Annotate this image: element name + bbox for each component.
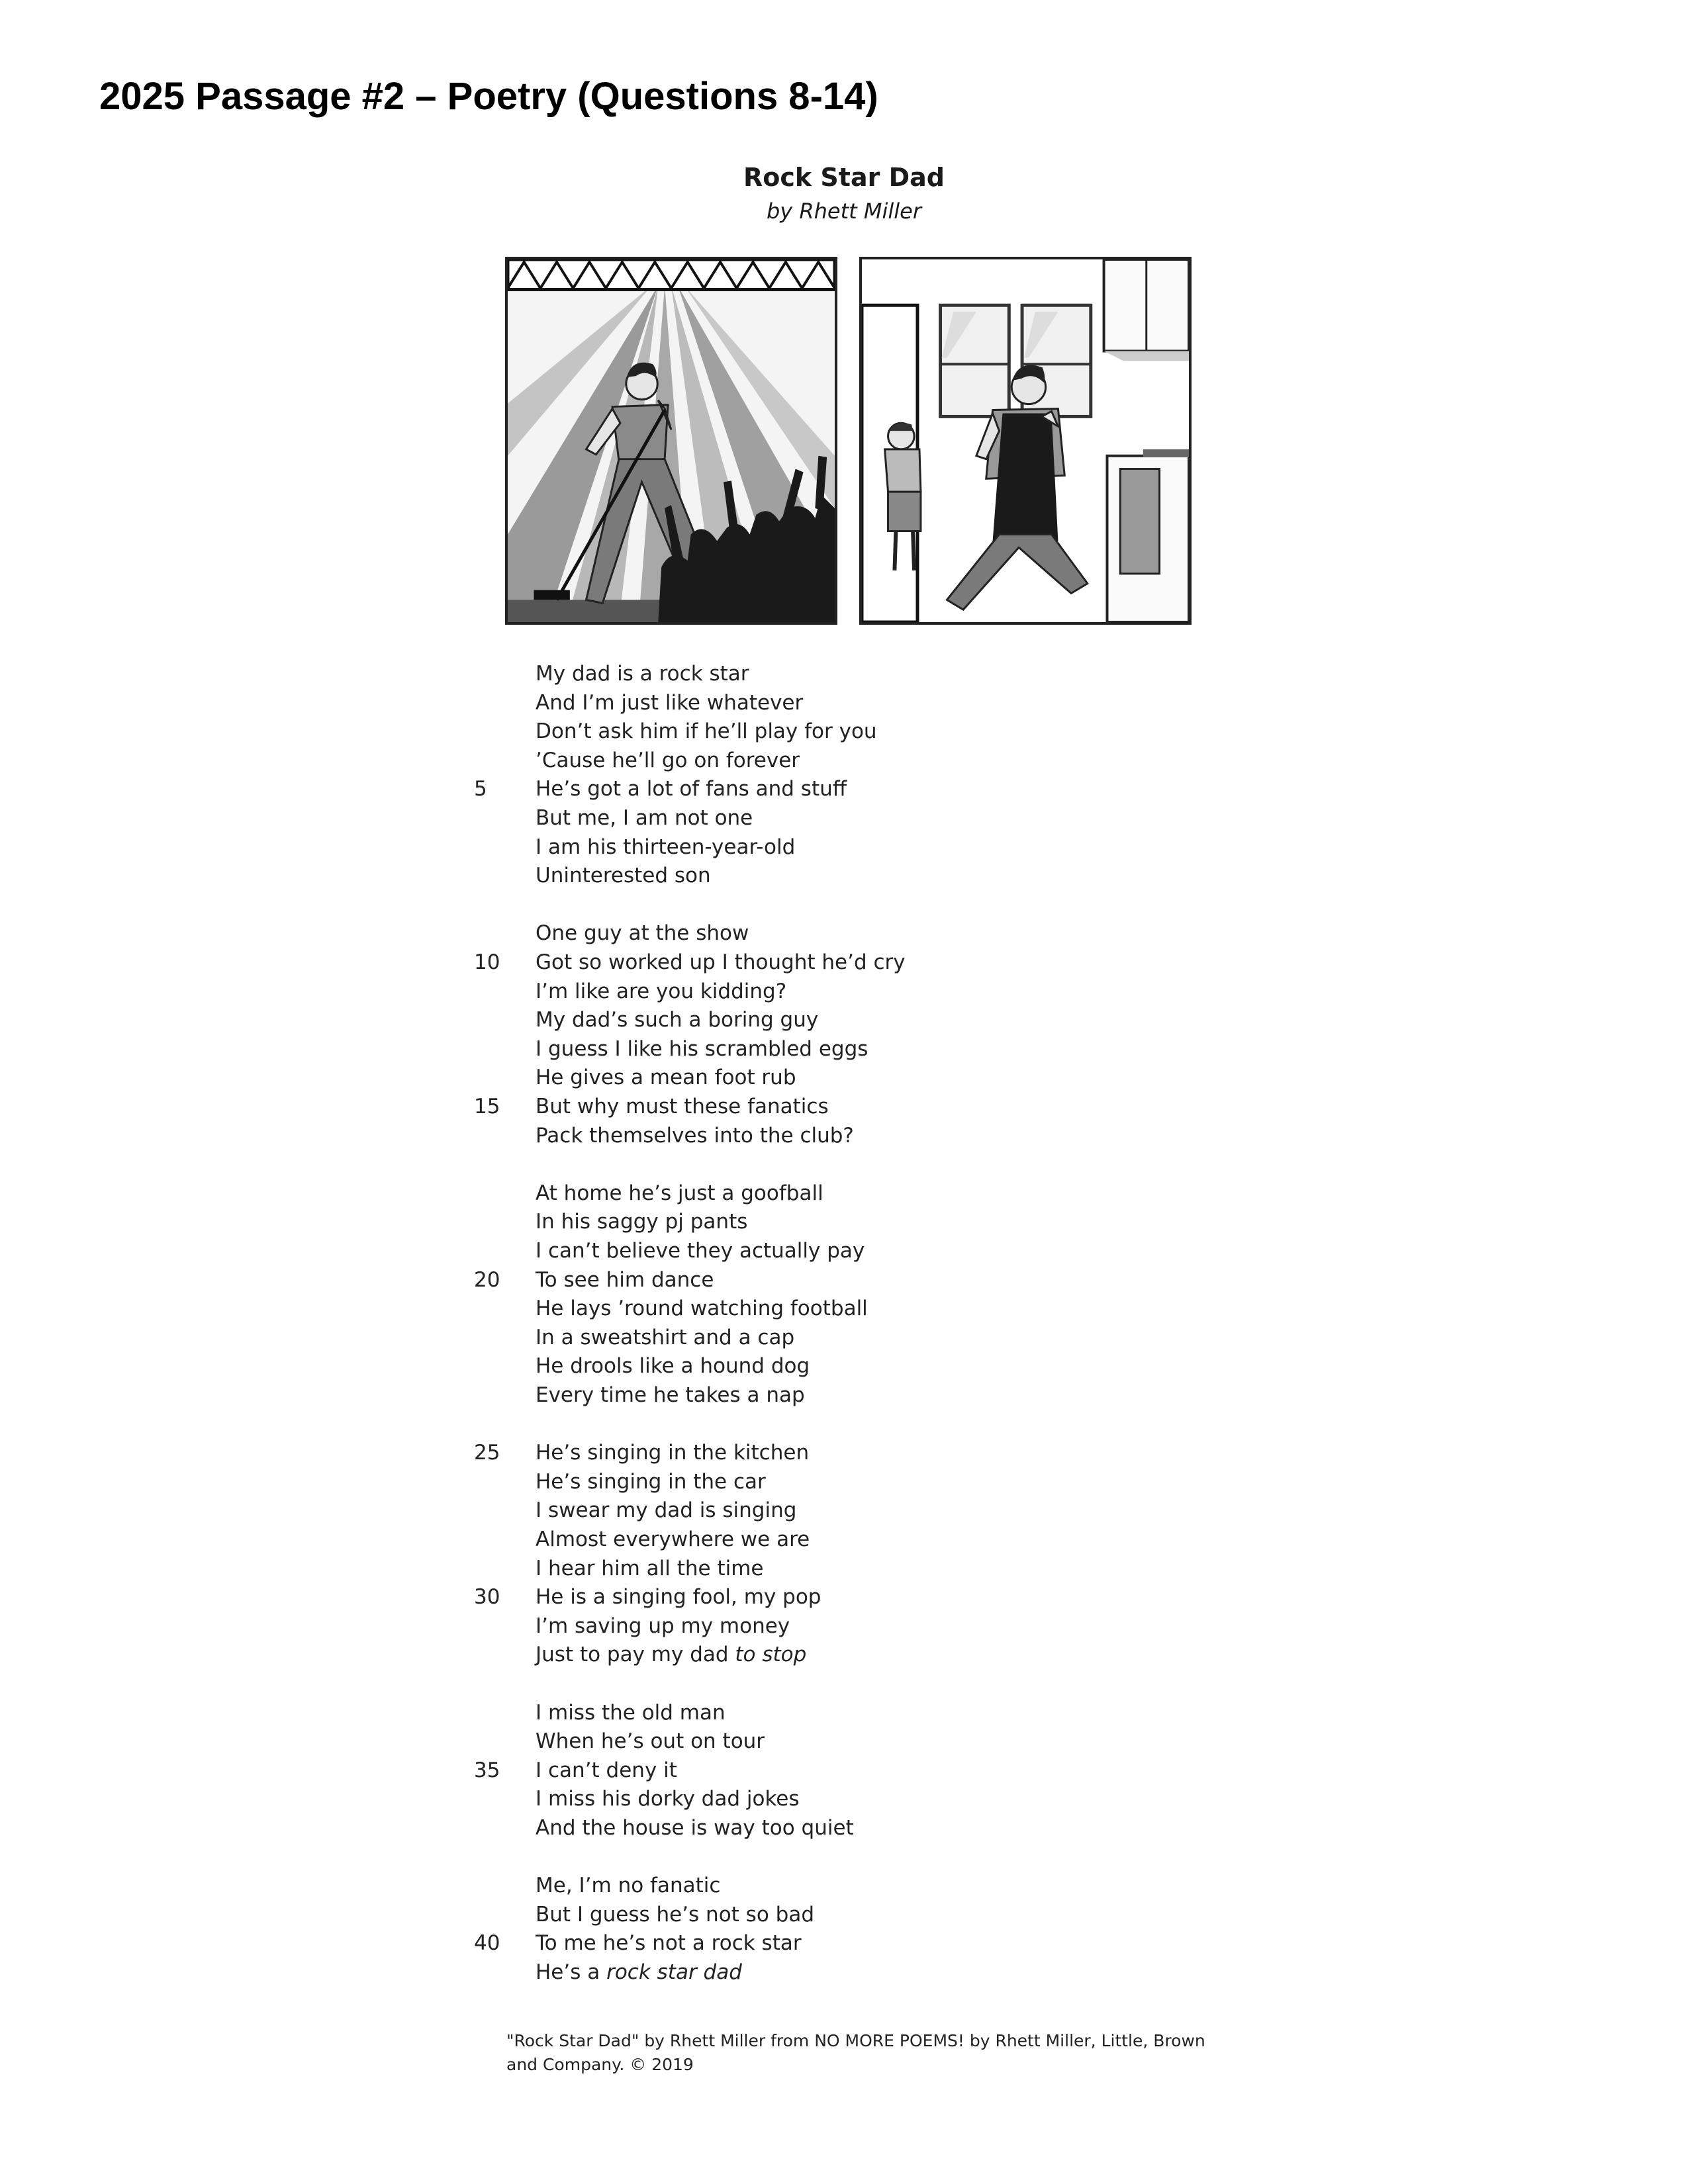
poem-line xyxy=(0,1121,1688,1150)
line-number: 5 xyxy=(474,777,487,801)
line-text-plain: But why must these fanatics xyxy=(536,1095,829,1118)
line-text-plain: And the house is way too quiet xyxy=(536,1816,854,1840)
poem-credit: "Rock Star Dad" by Rhett Miller from NO MORE POEMS! by Rhett Miller, Little, Brown and Company. © 2019 xyxy=(506,2031,1205,2074)
passage-header: 2025 Passage #2 – Poetry (Questions 8-14) xyxy=(99,75,878,118)
line-text-plain: He drools like a hound dog xyxy=(536,1354,810,1379)
poem-line xyxy=(0,1496,1688,1525)
line-text-plain: Uninterested son xyxy=(536,864,711,888)
line-text xyxy=(536,1958,742,1987)
line-text-plain: Just to pay my dad xyxy=(536,1643,735,1667)
line-text xyxy=(536,1207,747,1236)
poem-line xyxy=(0,717,1688,746)
poem-line xyxy=(0,1727,1688,1756)
line-text-plain: At home he’s just a goofball xyxy=(536,1181,823,1205)
line-text xyxy=(536,1784,800,1813)
poem-line xyxy=(0,977,1688,1006)
line-text xyxy=(536,1236,865,1265)
line-text xyxy=(536,1871,720,1900)
line-text-plain: In a sweatshirt and a cap xyxy=(536,1325,795,1349)
line-number: 30 xyxy=(474,1585,500,1610)
stage-illustration xyxy=(505,257,837,625)
line-text xyxy=(536,1438,809,1467)
line-text xyxy=(536,1496,796,1525)
poem-line xyxy=(0,803,1688,833)
line-text-plain: I’m saving up my money xyxy=(536,1614,790,1638)
line-text-plain: I miss his dorky dad jokes xyxy=(536,1787,800,1811)
line-text xyxy=(536,1612,790,1641)
poem-line xyxy=(0,948,1688,977)
poem-line xyxy=(0,746,1688,775)
poem-line xyxy=(0,1698,1688,1727)
poem-line xyxy=(0,1640,1688,1669)
poem-line xyxy=(0,1063,1688,1092)
line-text xyxy=(536,1381,805,1410)
line-text xyxy=(536,1698,726,1727)
line-text-plain: My dad is a rock star xyxy=(536,662,749,686)
line-text-plain: One guy at the show xyxy=(536,921,749,946)
line-number: 35 xyxy=(474,1758,500,1782)
poem-line xyxy=(0,1207,1688,1236)
line-text xyxy=(536,977,786,1006)
line-text xyxy=(536,1121,854,1150)
line-text-italic: to stop xyxy=(735,1643,807,1667)
line-text-plain: My dad’s such a boring guy xyxy=(536,1008,819,1032)
line-text xyxy=(536,861,711,890)
line-text-plain: To see him dance xyxy=(536,1267,714,1292)
line-text xyxy=(536,659,749,688)
poem-line xyxy=(0,833,1688,862)
line-text xyxy=(536,1294,868,1323)
line-number: 25 xyxy=(474,1441,500,1465)
line-text xyxy=(536,1092,829,1121)
line-text xyxy=(536,803,753,833)
poem-line xyxy=(0,1525,1688,1554)
poem-line xyxy=(0,659,1688,688)
line-text xyxy=(536,833,795,862)
poem-line xyxy=(0,1236,1688,1265)
line-text xyxy=(536,1640,806,1669)
line-text-plain: I can’t believe they actually pay xyxy=(536,1239,865,1263)
poem-line xyxy=(0,1582,1688,1612)
line-text xyxy=(536,1265,714,1295)
poem-line xyxy=(0,1813,1688,1843)
line-text xyxy=(536,1063,796,1092)
line-text-plain: But me, I am not one xyxy=(536,806,753,830)
line-text-plain: Every time he takes a nap xyxy=(536,1383,805,1407)
kitchen-illustration xyxy=(859,257,1192,625)
poem-line xyxy=(0,1381,1688,1410)
line-number: 15 xyxy=(474,1095,500,1118)
line-text xyxy=(536,1554,763,1583)
line-text-plain: He lays ’round watching football xyxy=(536,1297,868,1321)
line-text-plain: In his saggy pj pants xyxy=(536,1210,748,1234)
line-text xyxy=(536,1756,677,1785)
line-text xyxy=(536,1179,823,1208)
poem-line xyxy=(0,1323,1688,1352)
poem-line xyxy=(0,688,1688,717)
line-text-plain: When he’s out on tour xyxy=(536,1729,765,1754)
line-text xyxy=(536,948,906,977)
poem-line xyxy=(0,1900,1688,1929)
line-text xyxy=(536,1034,868,1064)
line-text-plain: Don’t ask him if he’ll play for you xyxy=(536,719,877,744)
line-text-plain: He’s singing in the car xyxy=(536,1469,766,1494)
poem-line xyxy=(0,1294,1688,1323)
line-text-plain: To me he’s not a rock star xyxy=(536,1931,802,1956)
poem-title: Rock Star Dad xyxy=(743,163,945,192)
line-text-plain: I guess I like his scrambled eggs xyxy=(536,1036,868,1061)
line-text xyxy=(536,1727,765,1756)
line-text xyxy=(536,1005,818,1034)
poem-line xyxy=(0,1929,1688,1958)
line-text-plain: I can’t deny it xyxy=(536,1758,677,1782)
line-text xyxy=(536,1929,802,1958)
poem-line xyxy=(0,774,1688,803)
poem-line xyxy=(0,1005,1688,1034)
line-text xyxy=(536,919,749,948)
line-text-italic: rock star dad xyxy=(606,1960,742,1984)
line-text-plain: Me, I’m no fanatic xyxy=(536,1874,721,1898)
line-text-plain: ’Cause he’ll go on forever xyxy=(536,748,800,772)
poem-line xyxy=(0,1092,1688,1121)
line-text-plain: He’s singing in the kitchen xyxy=(536,1441,810,1465)
line-text-plain: But I guess he’s not so bad xyxy=(536,1902,814,1927)
poem-line xyxy=(0,1467,1688,1496)
line-number: 20 xyxy=(474,1267,500,1292)
line-text-plain: Almost everywhere we are xyxy=(536,1527,810,1551)
line-text-plain: Pack themselves into the club? xyxy=(536,1123,854,1148)
line-text xyxy=(536,746,800,775)
line-text xyxy=(536,1525,810,1554)
poem-line xyxy=(0,1756,1688,1785)
line-text-plain: And I’m just like whatever xyxy=(536,690,804,715)
poem-line xyxy=(0,861,1688,890)
line-text-plain: He gives a mean foot rub xyxy=(536,1066,796,1090)
line-text-plain: I miss the old man xyxy=(536,1700,726,1725)
line-text xyxy=(536,1323,794,1352)
poem-line xyxy=(0,1554,1688,1583)
line-text xyxy=(536,717,877,746)
line-text-plain: I am his thirteen-year-old xyxy=(536,835,796,859)
line-text-plain: He’s a xyxy=(536,1960,607,1984)
line-text-plain: I hear him all the time xyxy=(536,1556,764,1580)
poem-line xyxy=(0,1034,1688,1064)
poem-line xyxy=(0,1612,1688,1641)
poem-line xyxy=(0,1958,1688,1987)
line-text-plain: He’s got a lot of fans and stuff xyxy=(536,777,847,801)
line-text-plain: He is a singing fool, my pop xyxy=(536,1585,821,1610)
line-text xyxy=(536,688,803,717)
line-number: 40 xyxy=(474,1931,500,1956)
line-text xyxy=(536,1582,821,1612)
line-text xyxy=(536,1351,810,1381)
poem-byline: by Rhett Miller xyxy=(766,199,921,224)
poem-line xyxy=(0,1871,1688,1900)
line-text xyxy=(536,1467,766,1496)
poem-line xyxy=(0,1179,1688,1208)
line-text-plain: Got so worked up I thought he’d cry xyxy=(536,950,906,974)
line-number: 10 xyxy=(474,950,500,974)
line-text-plain: I swear my dad is singing xyxy=(536,1498,797,1523)
poem-line xyxy=(0,1438,1688,1467)
line-text-plain: I’m like are you kidding? xyxy=(536,979,787,1003)
line-text xyxy=(536,1813,854,1843)
poem-line xyxy=(0,1784,1688,1813)
poem-line xyxy=(0,1351,1688,1381)
line-text xyxy=(536,774,847,803)
poem-line xyxy=(0,919,1688,948)
poem-line xyxy=(0,1265,1688,1295)
line-text xyxy=(536,1900,814,1929)
